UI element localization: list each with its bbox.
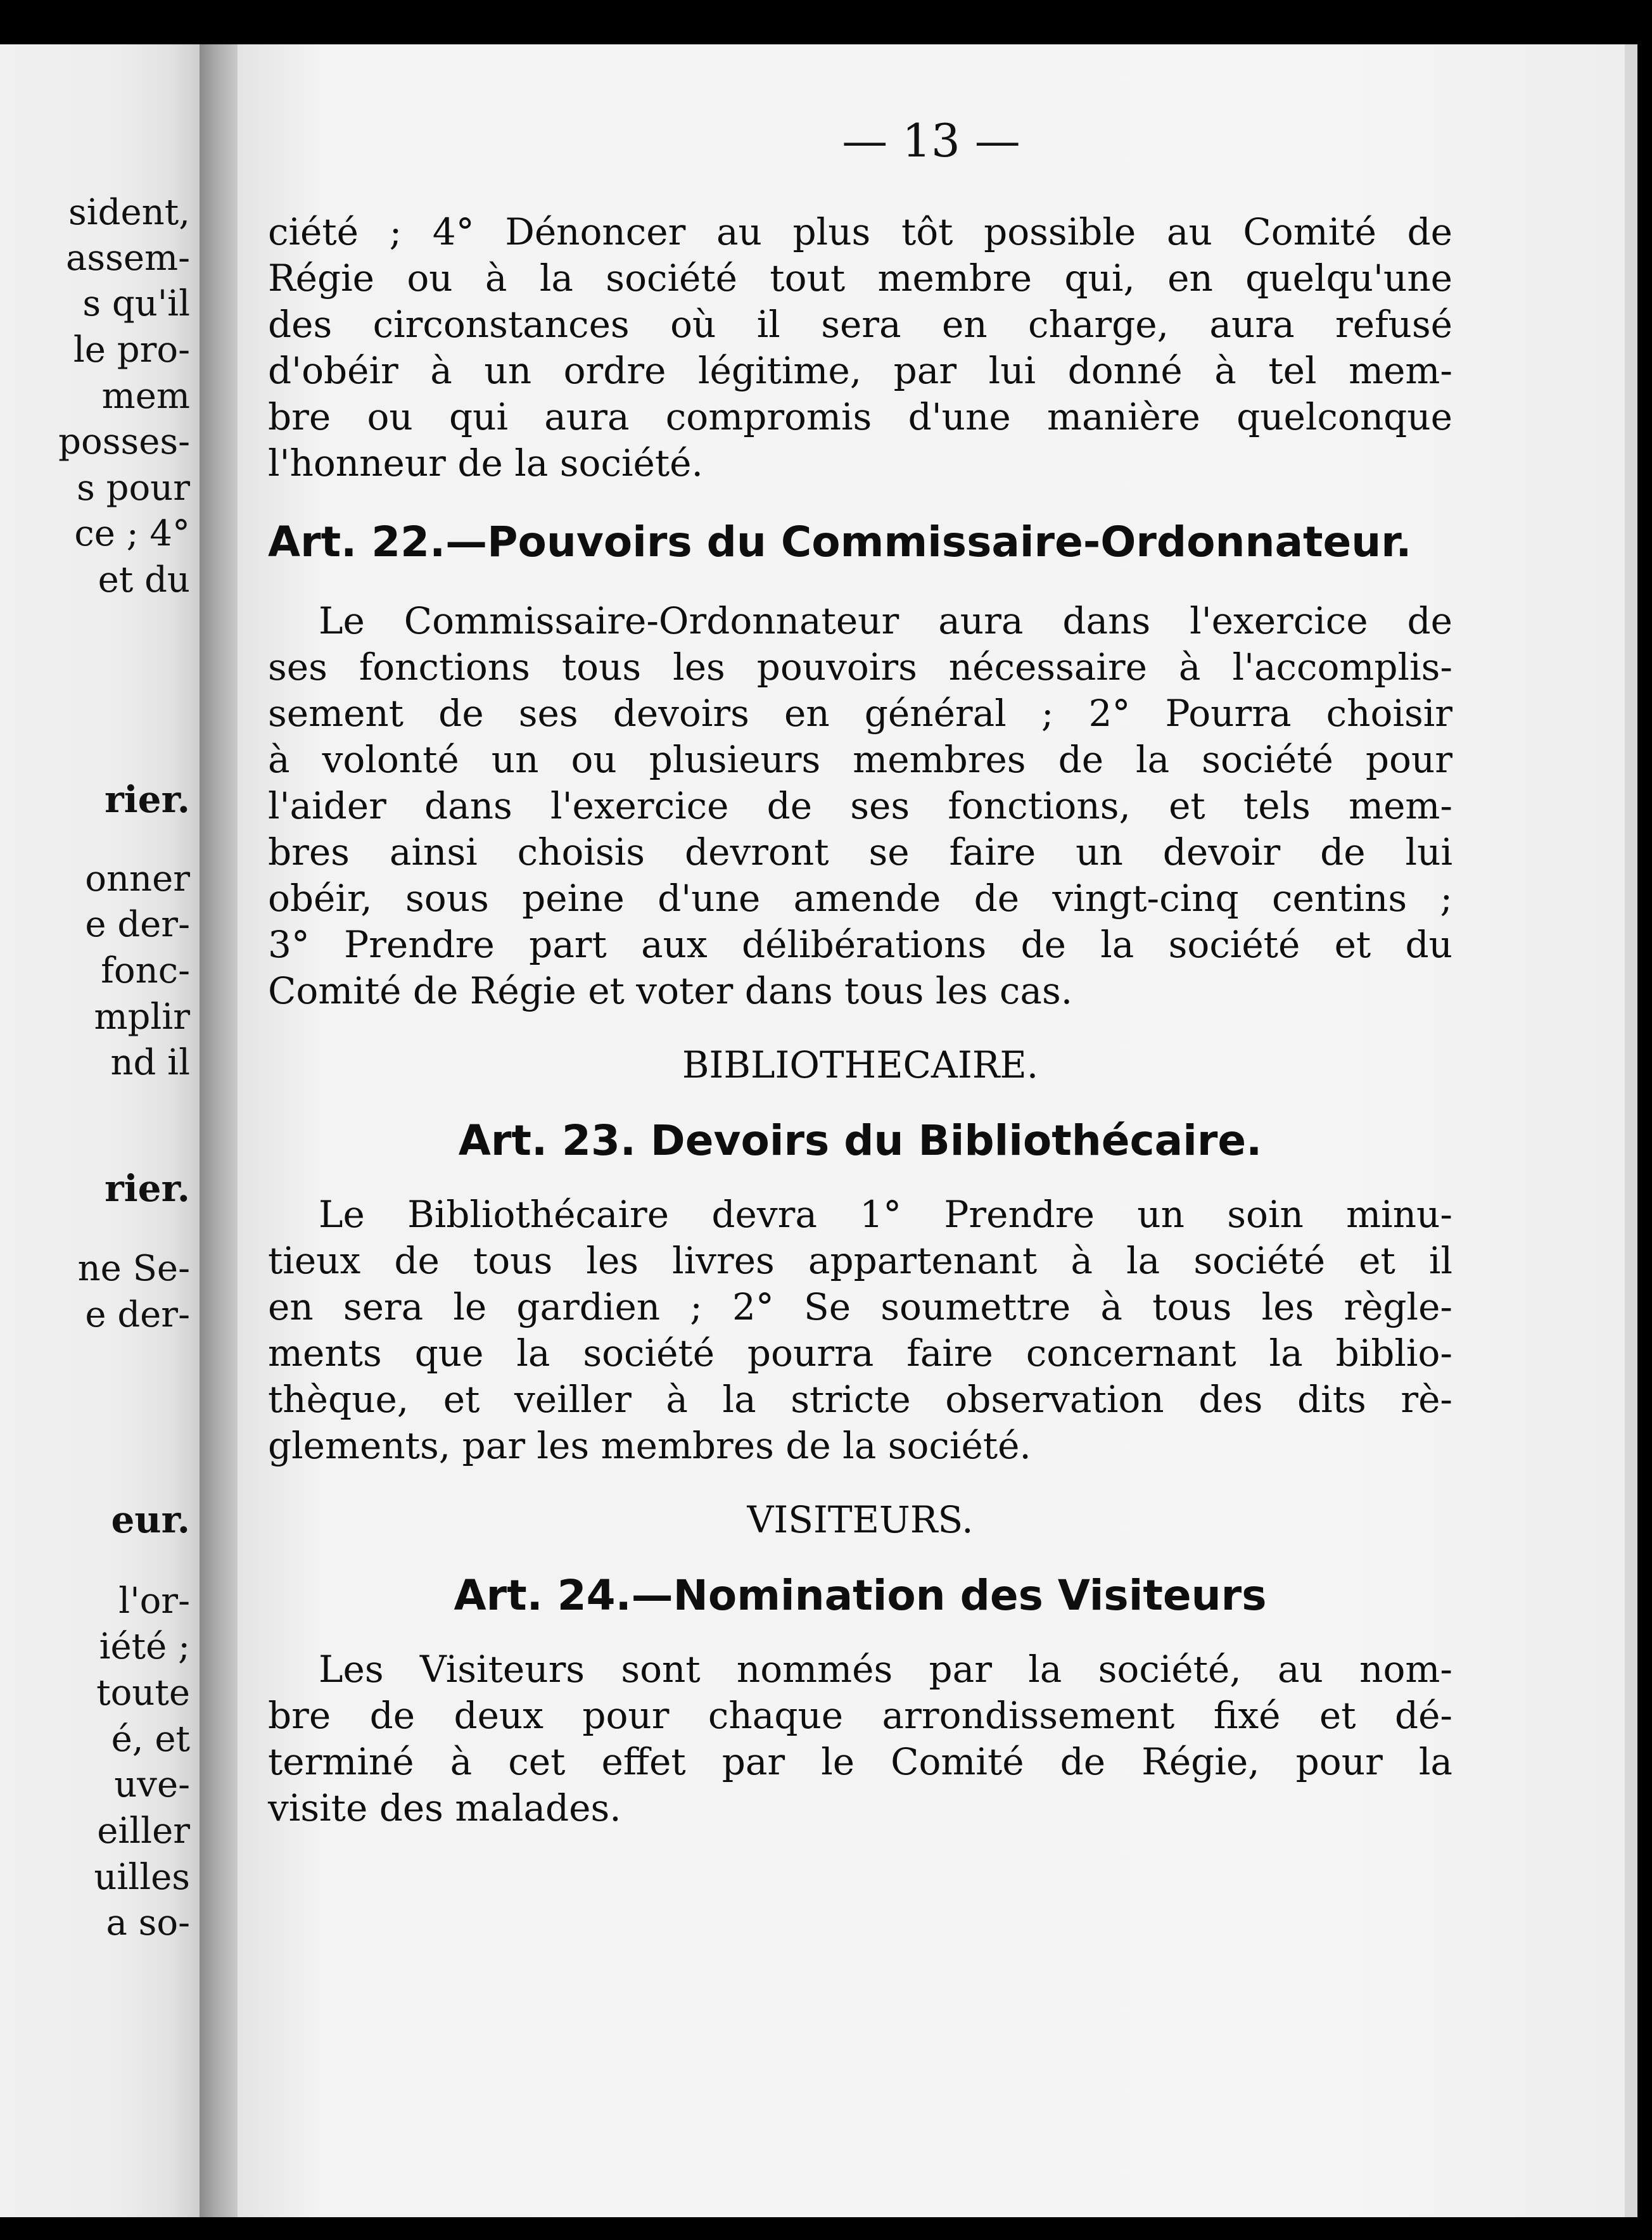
text-line: 3° Prendre part aux délibérations de la société et du <box>268 923 1452 966</box>
section-title-visiteurs: VISITEURS. <box>747 1498 974 1541</box>
article-24-body <box>268 1646 1452 1831</box>
left-line: sident, <box>68 192 190 233</box>
text-line: Comité de Régie et voter dans tous les cas. <box>268 969 1073 1012</box>
left-line: s qu'il <box>82 283 190 324</box>
text-line: ments que la société pourra faire concernant la biblio- <box>268 1332 1452 1375</box>
section-title-bibliothecaire: BIBLIOTHECAIRE. <box>682 1043 1039 1086</box>
left-line: mem <box>101 376 190 417</box>
text-line: bre ou qui aura compromis d'une manière quelconque <box>268 395 1452 438</box>
left-heading: rier. <box>105 778 190 821</box>
left-line: mplir <box>94 996 190 1038</box>
left-line: posses- <box>58 421 190 462</box>
text-line: obéir, sous peine d'une amende de vingt-cinq centins ; <box>268 877 1452 920</box>
left-line: a so- <box>106 1902 190 1944</box>
text-line: sement de ses devoirs en général ; 2° Pourra choisir <box>268 692 1452 735</box>
left-line: uve- <box>114 1764 190 1805</box>
text-line: Les Visiteurs sont nommés par la société, au nom- <box>319 1648 1452 1691</box>
left-line: fonc- <box>101 950 190 991</box>
text-line: bres ainsi choisis devront se faire un devoir de lui <box>268 830 1452 874</box>
text-line: bre de deux pour chaque arrondissement fixé et dé- <box>268 1694 1452 1737</box>
left-heading: eur. <box>111 1498 190 1541</box>
text-line: à volonté un ou plusieurs membres de la société pour <box>268 738 1452 781</box>
text-line: Régie ou à la société tout membre qui, en quelqu'une <box>268 257 1452 300</box>
text-line: Le Commissaire-Ordonnateur aura dans l'exercice de <box>319 599 1452 642</box>
left-line: é, et <box>111 1719 190 1760</box>
text-line: l'honneur de la société. <box>268 442 703 485</box>
intro-paragraph <box>268 209 1452 487</box>
left-heading: rier. <box>105 1167 190 1210</box>
left-line: assem- <box>65 238 190 279</box>
left-line: ne Se- <box>77 1248 190 1289</box>
left-line: et du <box>98 559 190 601</box>
left-line: onner <box>85 858 190 900</box>
left-line: iété ; <box>99 1626 190 1667</box>
left-line: uilles <box>94 1857 190 1898</box>
article-23-body <box>268 1192 1452 1469</box>
left-line: ce ; 4° <box>74 513 190 554</box>
left-line: eiller <box>97 1810 190 1852</box>
left-line: nd il <box>110 1042 190 1083</box>
left-line: le pro- <box>73 329 190 371</box>
page-right-edge <box>1625 44 1637 2217</box>
article-24-heading: Art. 24.—Nomination des Visiteurs <box>454 1571 1267 1620</box>
book-gutter <box>200 44 238 2217</box>
left-line: e der- <box>85 1294 190 1335</box>
left-line: s pour <box>77 468 190 509</box>
text-line: tieux de tous les livres appartenant à la société et il <box>268 1239 1452 1282</box>
left-line: toute <box>96 1672 190 1714</box>
text-line: Le Bibliothécaire devra 1° Prendre un soin minu- <box>319 1193 1452 1236</box>
left-line: l'or- <box>118 1581 190 1622</box>
page-number: — 13 — <box>842 114 1020 167</box>
text-line: ciété ; 4° Dénoncer au plus tôt possible au Comité de <box>268 210 1452 253</box>
text-line: glements, par les membres de la société. <box>268 1424 1031 1467</box>
text-line: visite des malades. <box>268 1786 621 1830</box>
page-body <box>268 209 1452 1831</box>
article-23-heading: Art. 23. Devoirs du Bibliothécaire. <box>458 1116 1262 1165</box>
text-line: d'obéir à un ordre légitime, par lui donné à tel mem- <box>268 349 1452 392</box>
main-page <box>238 44 1625 2217</box>
text-line: thèque, et veiller à la stricte observation des dits rè- <box>268 1378 1452 1421</box>
text-line: ses fonctions tous les pouvoirs nécessaire à l'accomplis- <box>268 646 1452 689</box>
text-line: des circonstances où il sera en charge, aura refusé <box>268 303 1452 346</box>
article-22-body <box>268 598 1452 1014</box>
text-line: terminé à cet effet par le Comité de Régie, pour la <box>268 1740 1452 1783</box>
text-line: en sera le gardien ; 2° Se soumettre à tous les règle- <box>268 1285 1452 1328</box>
left-line: e der- <box>85 904 190 945</box>
left-page-fragment <box>0 44 200 2217</box>
article-22-heading: Art. 22.—Pouvoirs du Commissaire-Ordonnateur. <box>268 518 1412 566</box>
text-line: l'aider dans l'exercice de ses fonctions, et tels mem- <box>268 784 1452 827</box>
